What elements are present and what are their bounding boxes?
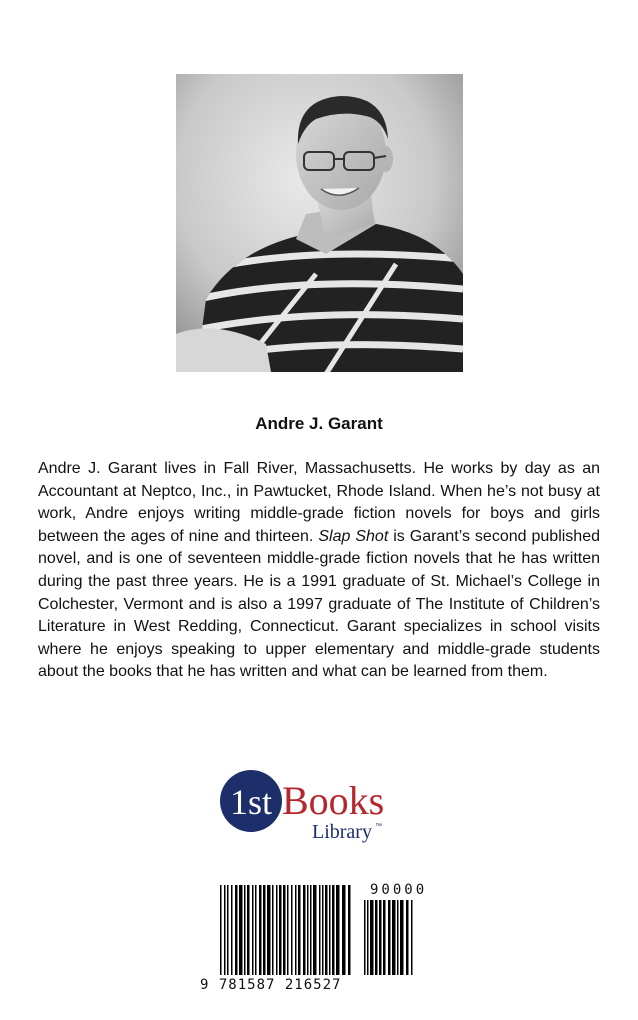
- barcode-bar: [307, 885, 309, 975]
- barcode-bar: [231, 885, 233, 975]
- barcode-bar: [244, 885, 246, 975]
- barcode-bar: [267, 885, 271, 975]
- barcode-bar: [348, 885, 351, 975]
- barcode-bar: [388, 900, 391, 975]
- author-name: Andre J. Garant: [255, 414, 383, 433]
- barcode-bar: [332, 885, 335, 975]
- barcode-bar: [375, 900, 378, 975]
- barcode-bar: [313, 885, 317, 975]
- author-photo: [176, 74, 463, 372]
- logo-trademark: ™: [375, 823, 382, 830]
- barcode-bar: [367, 900, 369, 975]
- barcode-bar: [379, 900, 382, 975]
- barcode-bar: [397, 900, 399, 975]
- barcode-bar: [287, 885, 289, 975]
- barcode-bar: [322, 885, 324, 975]
- logo-badge-text: 1st: [229, 782, 273, 822]
- barcode-bar: [235, 885, 238, 975]
- barcode-bar: [325, 885, 328, 975]
- barcode-bar: [283, 885, 286, 975]
- publisher-logo: [218, 768, 408, 848]
- barcode-bar: [319, 885, 321, 975]
- barcode-bar: [336, 885, 340, 975]
- barcode-bar: [220, 885, 222, 975]
- barcode-bar: [392, 900, 396, 975]
- barcode-bar: [276, 885, 278, 975]
- barcode-bar: [370, 900, 374, 975]
- barcode-bar: [400, 900, 404, 975]
- barcode-bar: [411, 900, 413, 975]
- isbn-digits: 9 781587 216527: [200, 977, 342, 993]
- barcode-bar: [227, 885, 229, 975]
- bio-text-part1: Andre J. Garant lives in Fall River, Massachusetts. He works by day as an Accountant at Neptco, Inc., in Pawtucket, Rhode Island. When he’s not busy at work, Andre enjoys writing middle-grade fiction novels for boys and girls between the ages of nine and thirteen.: [38, 460, 600, 545]
- price-code: 90000: [370, 882, 428, 898]
- barcode-bar: [298, 885, 301, 975]
- logo-word-books: Books: [282, 778, 385, 823]
- barcode-bar: [303, 885, 306, 975]
- barcode-bar: [272, 885, 274, 975]
- barcode-bar: [224, 885, 226, 975]
- barcode-bar: [247, 885, 250, 975]
- barcode-bar: [342, 885, 346, 975]
- barcode-bar: [259, 885, 262, 975]
- barcode-bar: [329, 885, 331, 975]
- barcode-bar: [279, 885, 282, 975]
- barcode-bar: [406, 900, 409, 975]
- barcode-bar: [364, 900, 366, 975]
- barcode-bar: [252, 885, 254, 975]
- bio-text-part2: is Garant’s second published novel, and is one of seventeen middle-grade fiction novels that he has written during the past three years. He is a 1991 graduate of St. Michael’s College in Colchester, Vermont and is also a 1997 graduate of The Institute of Children’s Literature in West Redding, Connecticut. Garant specializes in school visits where he enjoys speaking to upper elementary and middle-grade students about the books that he has written and what can be learned from them.: [38, 527, 601, 681]
- author-bio: [38, 458, 600, 684]
- barcode-bar: [310, 885, 312, 975]
- barcode-bar: [291, 885, 293, 975]
- barcode-bar: [255, 885, 257, 975]
- book-title: Slap Shot: [318, 527, 389, 545]
- logo-word-library: Library: [312, 821, 372, 843]
- barcode-bar: [295, 885, 297, 975]
- barcode-bar: [239, 885, 243, 975]
- barcode-bar: [383, 900, 386, 975]
- barcode-bar: [263, 885, 266, 975]
